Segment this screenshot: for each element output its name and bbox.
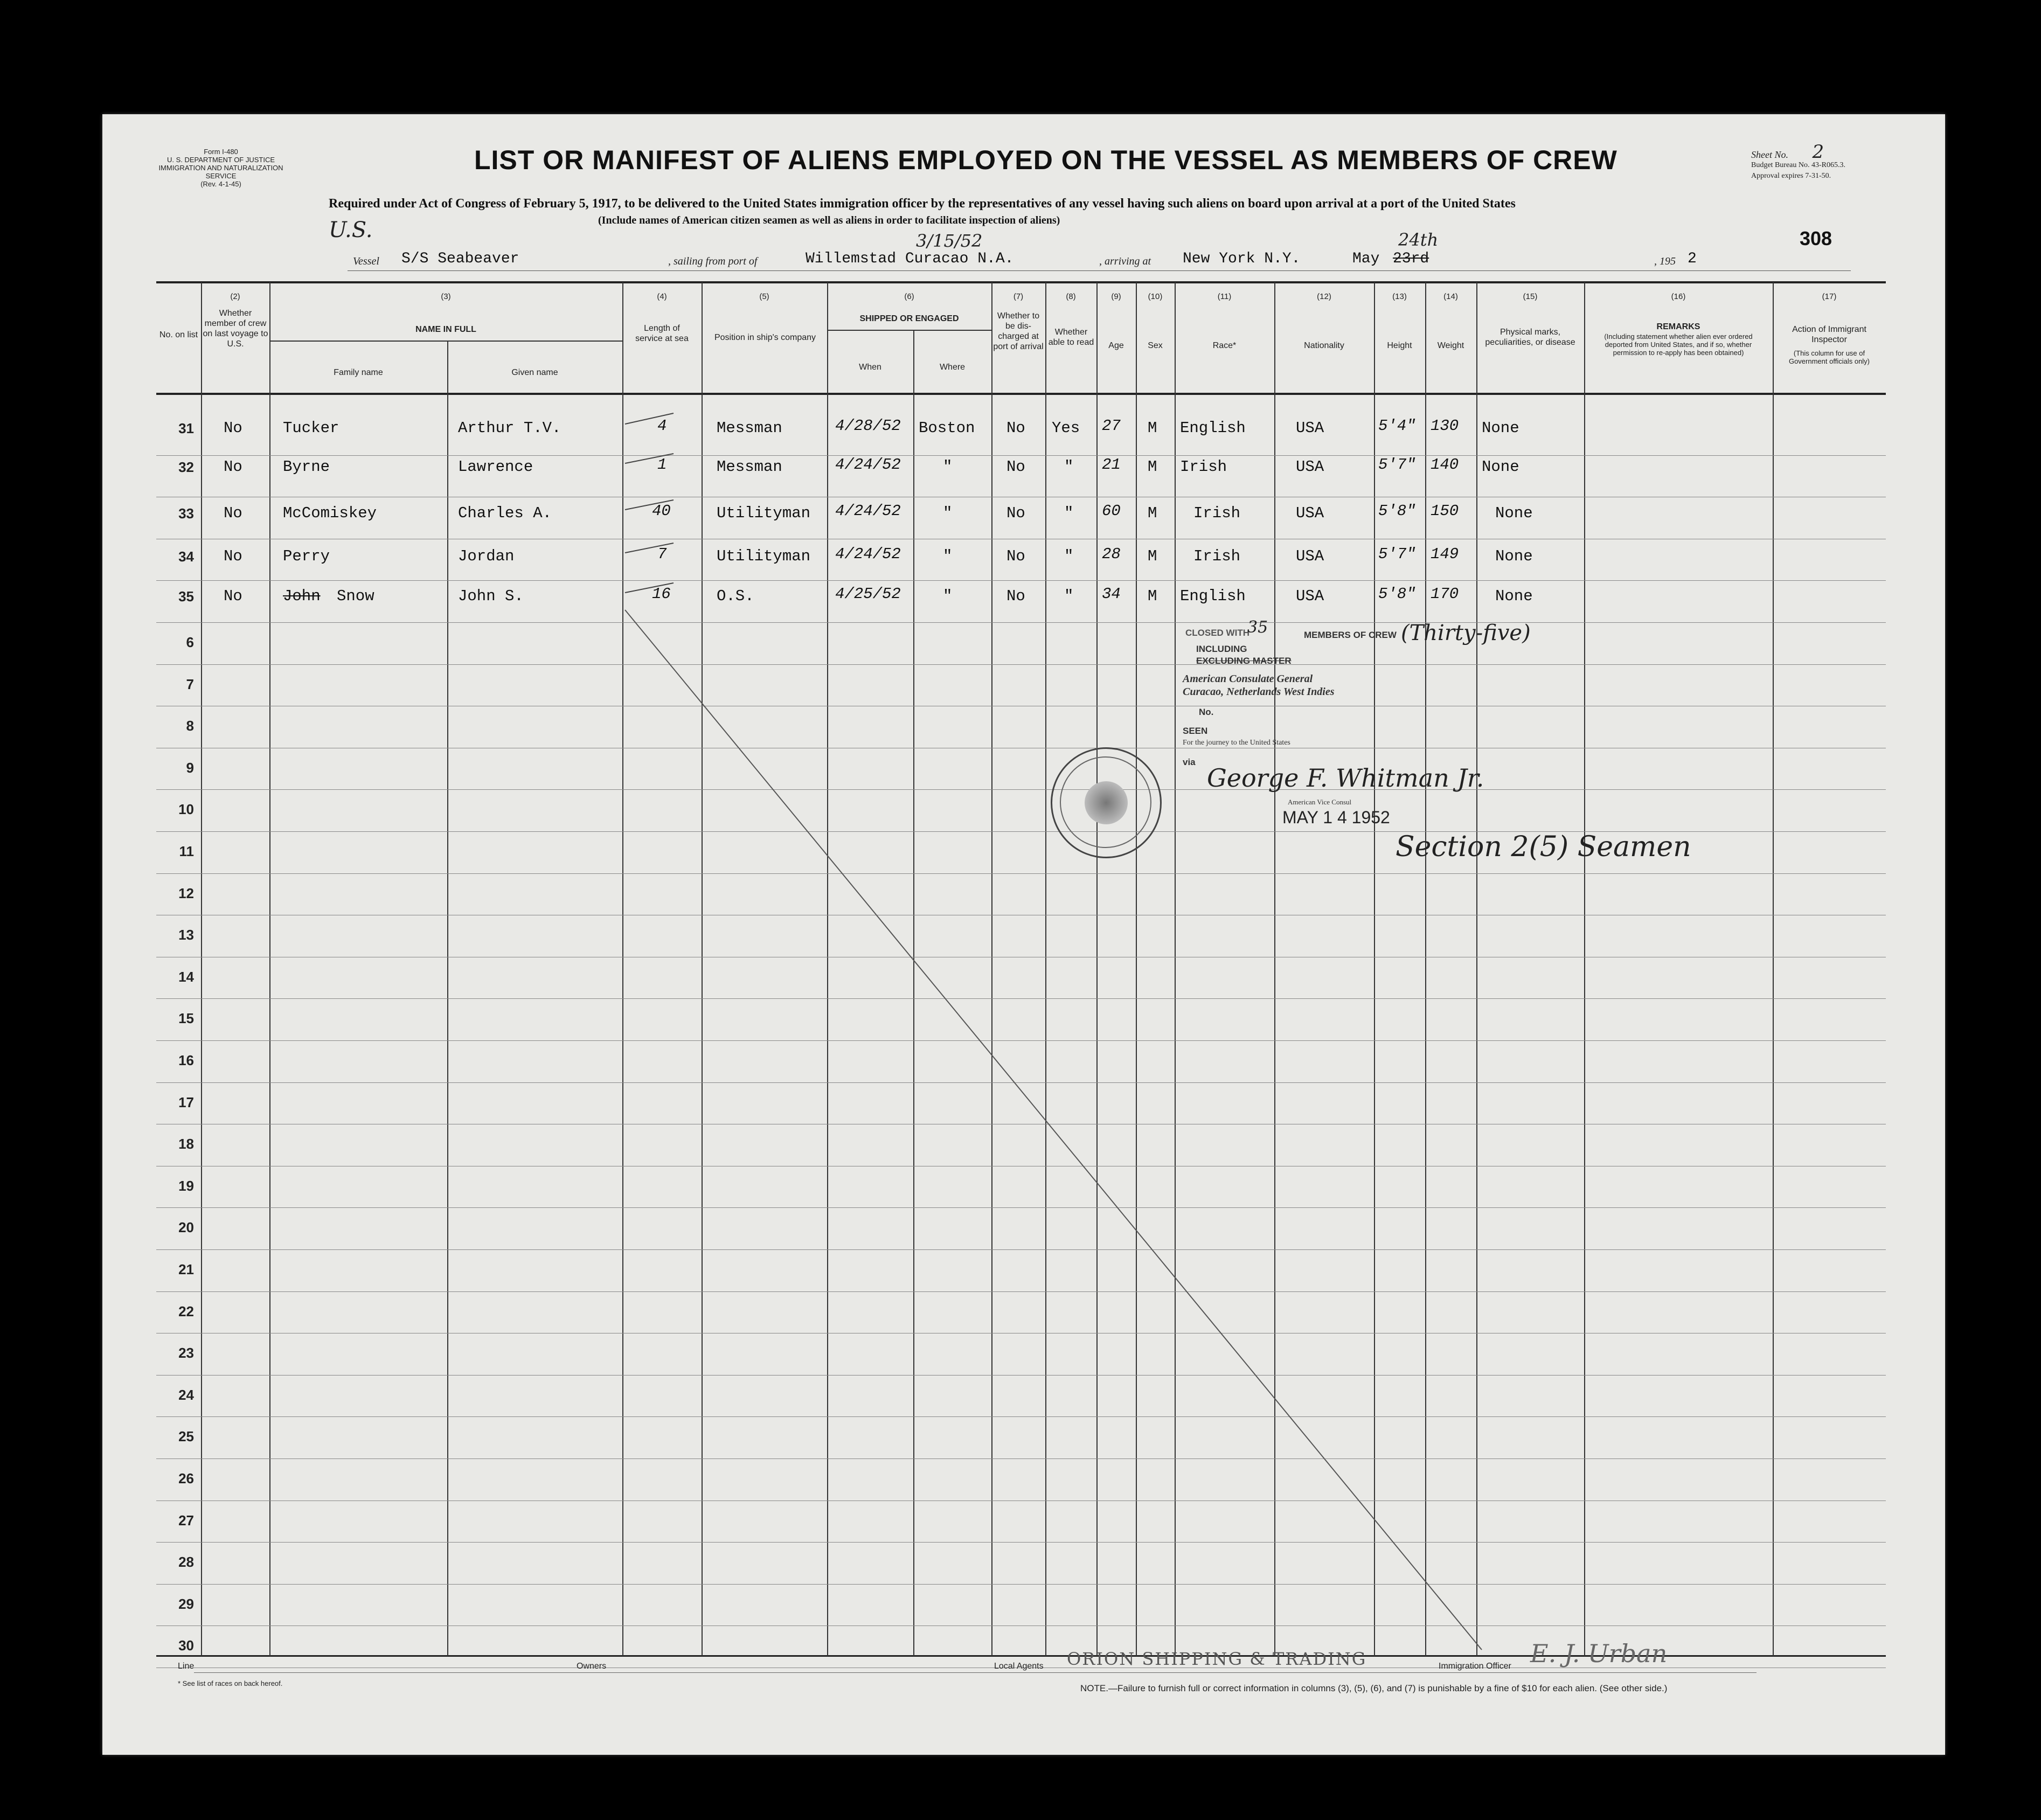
col-header-remarks-note: (Including statement whether alien ever ordered deported from United States, and if so, whether permission to re-apply has been obtained) [1604, 332, 1753, 357]
row-number: 21 [178, 1261, 194, 1277]
page-number: 308 [1800, 227, 1832, 249]
stamp-including: INCLUDING [1196, 644, 1247, 654]
col-header-nationality: Nationality [1304, 341, 1344, 350]
row-number: 14 [178, 969, 194, 985]
col-num-16: (16) [1671, 292, 1686, 301]
approval-expiry: Approval expires 7-31-50. [1751, 172, 1831, 180]
row-number: 18 [178, 1136, 194, 1152]
weight-cell: 130 [1431, 417, 1459, 435]
col-header-remarks: REMARKS [1656, 322, 1700, 331]
form-title: LIST OR MANIFEST OF ALIENS EMPLOYED ON THE VESSEL AS MEMBERS OF CREW [474, 145, 1617, 175]
col-header-age: Age [1108, 341, 1124, 350]
nationality-cell: USA [1296, 587, 1324, 605]
marks-cell: None [1495, 587, 1533, 605]
col-header-name: NAME IN FULL [415, 325, 476, 334]
row-number: 35 [178, 588, 194, 605]
family-name-cell: Perry [283, 547, 330, 565]
family-name-cell: Byrne [283, 458, 330, 476]
row-number: 7 [186, 676, 194, 692]
race-cell: English [1180, 587, 1246, 605]
footer-races-note: * See list of races on back hereof. [178, 1679, 283, 1687]
col-header-weight: Weight [1437, 341, 1464, 350]
family-name-cell: Tucker [283, 419, 339, 437]
discharged-cell: No [1006, 458, 1025, 476]
us-mark: U.S. [329, 218, 373, 242]
row-number: 20 [178, 1219, 194, 1235]
col-num-10: (10) [1148, 292, 1163, 301]
col-num-6: (6) [904, 292, 914, 301]
when-cell: 4/24/52 [835, 502, 901, 520]
age-cell: 34 [1102, 585, 1121, 603]
row-number: 22 [178, 1303, 194, 1319]
sex-cell: M [1148, 587, 1157, 605]
marks-cell: None [1482, 458, 1519, 476]
col-header-last-voyage: Whether member of crew on last voyage to U.S. [203, 309, 268, 349]
where-cell: Boston [919, 419, 975, 437]
age-cell: 60 [1102, 502, 1121, 520]
col-header-race: Race* [1212, 341, 1237, 350]
manifest-sheet [102, 114, 1945, 1755]
nationality-cell: USA [1296, 419, 1324, 437]
row-number: 32 [178, 459, 194, 475]
col-header-discharged: Whether to be dis-charged at port of arrival [993, 311, 1044, 351]
discharged-cell: No [1006, 504, 1025, 522]
last-voyage-cell: No [224, 458, 242, 476]
when-cell: 4/25/52 [835, 585, 901, 603]
marks-cell: None [1482, 419, 1519, 437]
weight-cell: 150 [1431, 502, 1459, 520]
stamp-members: MEMBERS OF CREW [1304, 630, 1397, 640]
sex-cell: M [1148, 458, 1157, 476]
col-num-15: (15) [1523, 292, 1538, 301]
read-cell: " [1064, 547, 1074, 565]
officer-signature: E. J. Urban [1530, 1639, 1668, 1668]
consulate-seal-icon [1051, 747, 1162, 858]
arrival-month: May [1352, 251, 1380, 267]
race-cell: English [1180, 419, 1246, 437]
sailing-label: , sailing from port of [668, 255, 758, 267]
consul-signature: George F. Whitman Jr. [1207, 763, 1484, 793]
nationality-cell: USA [1296, 458, 1324, 476]
read-cell: " [1064, 458, 1074, 476]
last-voyage-cell: No [224, 419, 242, 437]
arrival-day-struck: 23rd [1393, 251, 1429, 267]
age-cell: 28 [1102, 545, 1121, 563]
row-number: 33 [178, 505, 194, 522]
col-header-position: Position in ship's company [714, 333, 816, 342]
nationality-cell: USA [1296, 547, 1324, 565]
height-cell: 5'7" [1378, 545, 1416, 563]
row-number: 24 [178, 1387, 194, 1403]
footer-line-label: Line [178, 1662, 195, 1671]
discharged-cell: No [1006, 419, 1025, 437]
marks-cell: None [1495, 504, 1533, 522]
row-number: 10 [178, 801, 194, 817]
height-cell: 5'7" [1378, 456, 1416, 474]
row-number: 29 [178, 1596, 194, 1612]
service-cell: 7 [657, 545, 667, 563]
service: IMMIGRATION AND NATURALIZATION SERVICE [158, 164, 283, 180]
local-agents: ORION SHIPPING & TRADING [1067, 1649, 1367, 1669]
col-num-14: (14) [1443, 292, 1458, 301]
given-name-cell: John S. [458, 587, 524, 605]
row-number: 13 [178, 927, 194, 943]
cancel-diagonal-line [102, 114, 1945, 1755]
where-cell: " [943, 587, 953, 605]
stamp-closed-with: CLOSED WITH [1185, 628, 1249, 638]
position-cell: O.S. [717, 587, 754, 605]
weight-cell: 140 [1431, 456, 1459, 474]
stamp-via: via [1183, 757, 1196, 767]
col-num-4: (4) [657, 292, 667, 301]
col-num-3: (3) [441, 292, 451, 301]
col-num-9: (9) [1111, 292, 1121, 301]
form-subtitle: Required under Act of Congress of February 5, 1917, to be delivered to the United States immigration officer by the representatives of any vessel having such aliens on board upon arrival at a port of the United States [329, 197, 1516, 211]
when-cell: 4/28/52 [835, 417, 901, 435]
discharged-cell: No [1006, 587, 1025, 605]
col-num-12: (12) [1317, 292, 1331, 301]
year-label: , 195 [1654, 255, 1676, 267]
col-header-family: Family name [334, 368, 383, 377]
department: U. S. DEPARTMENT OF JUSTICE [166, 156, 275, 164]
row-number: 6 [186, 634, 194, 650]
discharged-cell: No [1006, 547, 1025, 565]
row-number: 28 [178, 1554, 194, 1570]
footer-agents-label: Local Agents [994, 1662, 1044, 1671]
stamp-vice-consul: American Vice Consul [1288, 798, 1352, 806]
row-number: 17 [178, 1094, 194, 1110]
last-voyage-cell: No [224, 504, 242, 522]
row-number: 8 [186, 718, 194, 734]
given-name-cell: Arthur T.V. [458, 419, 561, 437]
given-name-cell: Charles A. [458, 504, 552, 522]
port-from: Willemstad Curacao N.A. [806, 251, 1014, 267]
last-voyage-cell: No [224, 587, 242, 605]
col-num-7: (7) [1013, 292, 1024, 301]
col-header-given: Given name [511, 368, 558, 377]
marks-cell: None [1495, 547, 1533, 565]
stamp-count-words: (Thirty-five) [1401, 621, 1531, 645]
arriving-label: , arriving at [1099, 255, 1151, 267]
height-cell: 5'4" [1378, 417, 1416, 435]
position-cell: Utilityman [717, 547, 811, 565]
read-cell: " [1064, 587, 1074, 605]
last-voyage-cell: No [224, 547, 242, 565]
col-header-action-note: (This column for use of Government officials only) [1788, 349, 1870, 365]
footer-note: NOTE.—Failure to furnish full or correct information in columns (3), (5), (6), and (7) is punishable by a fine of $10 for each alien. (See other side.) [1080, 1683, 1668, 1693]
col-num-2: (2) [230, 292, 240, 301]
row-number: 19 [178, 1178, 194, 1194]
section-note: Section 2(5) Seamen [1396, 831, 1691, 863]
nationality-cell: USA [1296, 504, 1324, 522]
weight-cell: 149 [1431, 545, 1459, 563]
col-header-service: Length of service at sea [635, 324, 689, 343]
col-num-13: (13) [1392, 292, 1407, 301]
vessel-label: Vessel [353, 255, 379, 267]
row-number: 9 [186, 760, 194, 776]
revision: (Rev. 4-1-45) [200, 180, 241, 188]
race-cell: Irish [1193, 504, 1241, 522]
row-number: 11 [179, 843, 194, 859]
position-cell: Messman [717, 419, 782, 437]
col-header-height: Height [1387, 341, 1412, 350]
col-header-read: Whether able to read [1048, 328, 1094, 347]
col-num-17: (17) [1822, 292, 1837, 301]
form-number: Form I-480 [204, 148, 238, 156]
sex-cell: M [1148, 547, 1157, 565]
stamp-date: MAY 1 4 1952 [1282, 808, 1390, 827]
row-number: 12 [178, 885, 194, 901]
row-number: 31 [178, 420, 194, 436]
where-cell: " [943, 547, 953, 565]
service-cell: 4 [657, 417, 667, 435]
stamp-seen: SEEN [1183, 726, 1208, 736]
stamp-count: 35 [1247, 618, 1268, 637]
family-name-struck: John [283, 587, 321, 605]
row-number: 34 [178, 548, 194, 565]
arrival-day: 24th [1398, 230, 1439, 250]
position-cell: Messman [717, 458, 782, 476]
family-name-cell: McComiskey [283, 504, 377, 522]
sex-cell: M [1148, 504, 1157, 522]
footer-owners-label: Owners [577, 1662, 607, 1671]
height-cell: 5'8" [1378, 502, 1416, 520]
read-cell: Yes [1052, 419, 1080, 437]
col-header-where: Where [939, 363, 966, 372]
stamp-excluding: EXCLUDING MASTER [1196, 656, 1292, 666]
row-number: 15 [178, 1010, 194, 1026]
service-cell: 40 [652, 502, 671, 520]
family-name-cell: Snow [337, 587, 374, 605]
service-cell: 1 [657, 456, 667, 474]
row-number: 16 [178, 1052, 194, 1068]
col-num-11: (11) [1217, 292, 1232, 301]
consulate-stamp [1175, 618, 1563, 866]
row-number: 25 [178, 1428, 194, 1444]
form-subnote: (Include names of American citizen seamen as well as aliens in order to facilitate inspection of aliens) [598, 214, 1060, 226]
col-header-when: When [859, 363, 881, 372]
col-num-8: (8) [1066, 292, 1076, 301]
weight-cell: 170 [1431, 585, 1459, 603]
race-cell: Irish [1193, 547, 1241, 565]
col-num-5: (5) [759, 292, 769, 301]
where-cell: " [943, 504, 953, 522]
row-number: 30 [178, 1637, 194, 1654]
stamp-location: Curacao, Netherlands West Indies [1183, 686, 1335, 698]
col-header-sex: Sex [1148, 341, 1163, 350]
age-cell: 21 [1102, 456, 1121, 474]
vessel-name: S/S Seabeaver [401, 251, 519, 267]
stamp-journey: For the journey to the United States [1183, 739, 1290, 747]
service-cell: 16 [652, 585, 671, 603]
sheet-label: Sheet No. [1751, 149, 1788, 160]
col-header-shipped: SHIPPED OR ENGAGED [859, 314, 959, 323]
given-name-cell: Jordan [458, 547, 515, 565]
col-header-action: Action of Immigrant Inspector [1792, 325, 1866, 344]
budget-bureau: Budget Bureau No. 43-R065.3. [1751, 161, 1845, 169]
read-cell: " [1064, 504, 1074, 522]
when-cell: 4/24/52 [835, 545, 901, 563]
position-cell: Utilityman [717, 504, 811, 522]
sailing-date: 3/15/52 [916, 231, 983, 251]
race-cell: Irish [1180, 458, 1227, 476]
footer-officer-label: Immigration Officer [1439, 1662, 1511, 1671]
age-cell: 27 [1102, 417, 1121, 435]
height-cell: 5'8" [1378, 585, 1416, 603]
row-number: 27 [178, 1512, 194, 1529]
row-number: 26 [178, 1470, 194, 1486]
given-name-cell: Lawrence [458, 458, 533, 476]
col-header-marks: Physical marks, peculiarities, or disease [1485, 328, 1575, 347]
sex-cell: M [1148, 419, 1157, 437]
stamp-no-label: No. [1199, 707, 1214, 717]
where-cell: " [943, 458, 953, 476]
year-digit: 2 [1688, 251, 1697, 267]
when-cell: 4/24/52 [835, 456, 901, 474]
stamp-consulate: American Consulate General [1183, 673, 1313, 685]
sheet-number: 2 [1812, 141, 1824, 163]
col-header-no: No. on list [159, 330, 198, 339]
row-number: 23 [178, 1345, 194, 1361]
port-to: New York N.Y. [1183, 251, 1301, 267]
